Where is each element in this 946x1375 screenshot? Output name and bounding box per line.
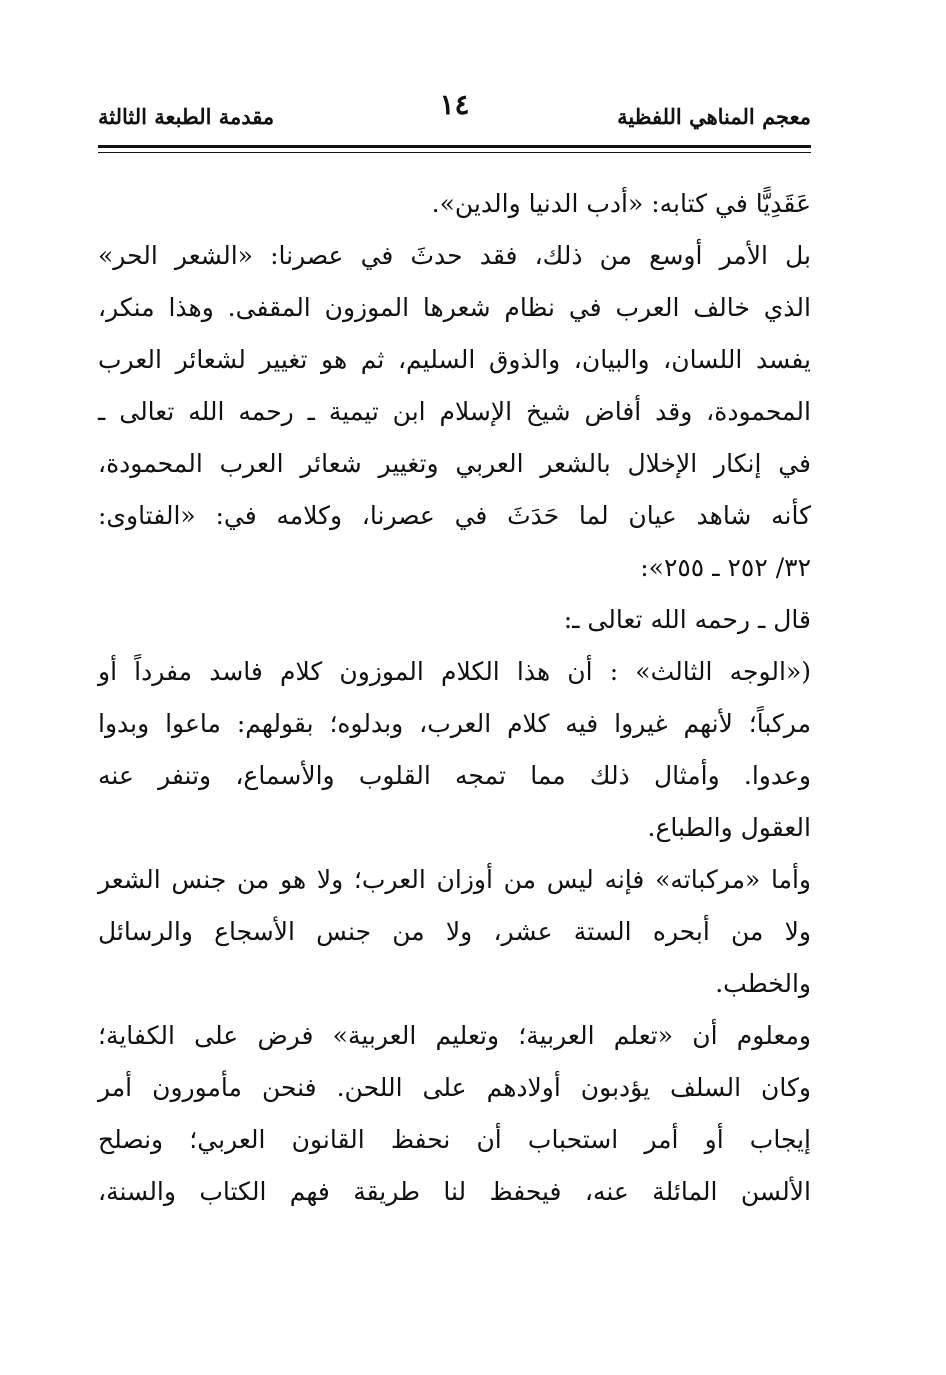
header-rule-thick bbox=[98, 145, 811, 148]
text-line-2: بل الأمر أوسع من ذلك، فقد حدثَ في عصرنا: «الشعر الحر» bbox=[98, 241, 811, 270]
text-line-4: يفسد اللسان، والبيان، والذوق السليم، ثم هو تغيير لشعائر العرب bbox=[98, 345, 811, 374]
header-rule-thin bbox=[98, 152, 811, 153]
book-title: معجم المناهي اللفظية bbox=[617, 104, 811, 129]
section-title: مقدمة الطبعة الثالثة bbox=[98, 104, 275, 129]
text-line-3: الذي خالف العرب في نظام شعرها الموزون المقفى. وهذا منكر، bbox=[98, 293, 811, 322]
text-line-16: والخطب. bbox=[715, 969, 811, 998]
text-line-13: العقول والطباع. bbox=[647, 813, 811, 842]
text-line-15: ولا من أبحره الستة عشر، ولا من جنس الأسجاع والرسائل bbox=[98, 917, 811, 946]
text-line-5: المحمودة، وقد أفاض شيخ الإسلام ابن تيمية ـ رحمه الله تعالى ـ bbox=[98, 397, 811, 426]
text-line-19: إيجاب أو أمر استحباب أن نحفظ القانون العربي؛ ونصلح bbox=[98, 1125, 811, 1154]
text-line-10: («الوجه الثالث» : أن هذا الكلام الموزون كلام فاسد مفرداً أو bbox=[98, 657, 811, 686]
text-line-14: وأما «مركباته» فإنه ليس من أوزان العرب؛ ولا هو من جنس الشعر bbox=[98, 865, 811, 894]
body-text bbox=[98, 178, 811, 1218]
text-line-20: الألسن المائلة عنه، فيحفظ لنا طريقة فهم الكتاب والسنة، bbox=[98, 1177, 811, 1206]
text-line-1: عَقَدِيًّا في كتابه: «أدب الدنيا والدين». bbox=[431, 189, 811, 218]
text-line-7: كأنه شاهد عيان لما حَدَثَ في عصرنا، وكلامه في: «الفتاوى: bbox=[98, 501, 811, 530]
page-header bbox=[98, 86, 811, 150]
text-line-8: ٣٢/ ٢٥٢ ـ ٢٥٥»: bbox=[640, 553, 811, 582]
text-line-17: ومعلوم أن «تعلم العربية؛ وتعليم العربية» فرض على الكفاية؛ bbox=[98, 1021, 811, 1050]
text-line-6: في إنكار الإخلال بالشعر العربي وتغيير شعائر العرب المحمودة، bbox=[98, 449, 811, 478]
text-line-11: مركباً؛ لأنهم غيروا فيه كلام العرب، وبدلوه؛ بقولهم: ماعوا وبدوا bbox=[98, 709, 811, 738]
text-line-12: وعدوا. وأمثال ذلك مما تمجه القلوب والأسماع، وتنفر عنه bbox=[98, 761, 811, 790]
page-number: ١٤ bbox=[439, 88, 470, 121]
text-line-18: وكان السلف يؤدبون أولادهم على اللحن. فنحن مأمورون أمر bbox=[98, 1073, 811, 1102]
text-line-9: قال ـ رحمه الله تعالى ـ: bbox=[563, 605, 811, 634]
